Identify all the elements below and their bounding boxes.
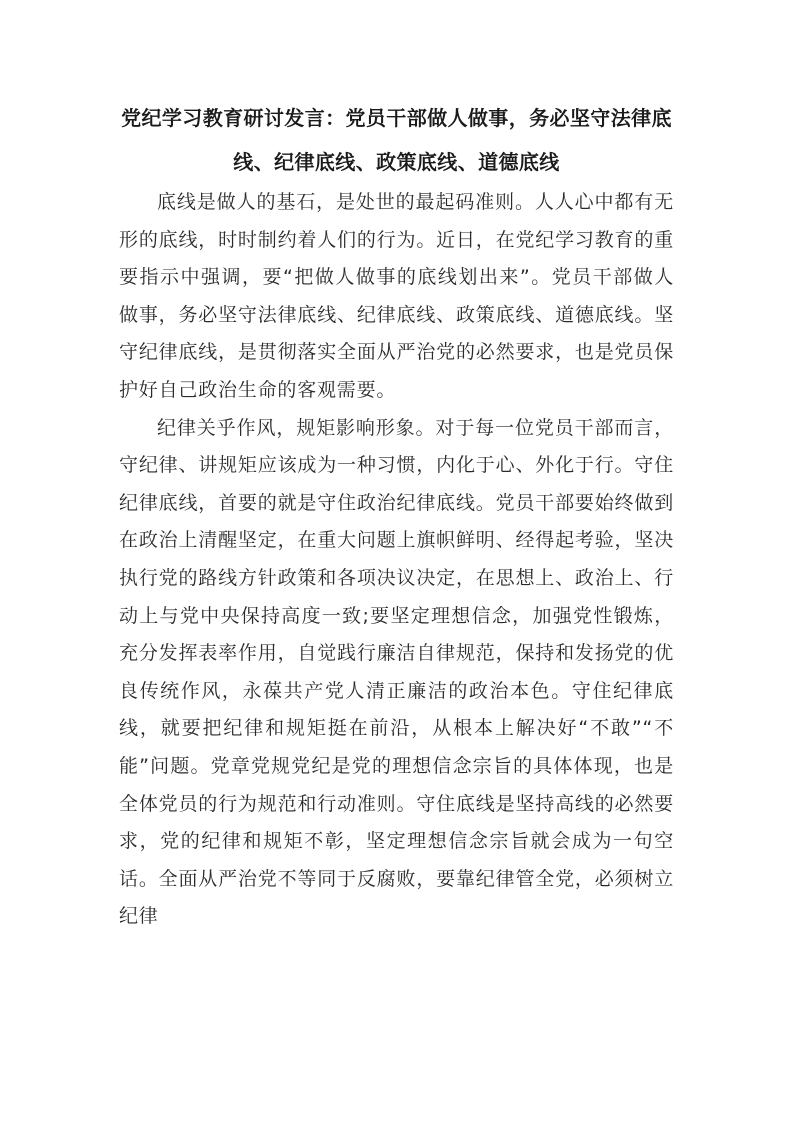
paragraph-1: 底线是做人的基石，是处世的最起码准则。人人心中都有无形的底线，时时制约着人们的行为。近日，在党纪学习教育的重要指示中强调，要“把做人做事的底线划出来”。党员干部做人做事，务必坚守法律底线、纪律底线、政策底线、道德底线。坚守纪律底线，是贯彻落实全面从严治党的必然要求，也是党员保护好自己政治生命的客观需要。 [119, 191, 674, 401]
document-title: 党纪学习教育研讨发言：党员干部做人做事，务必坚守法律底线、纪律底线、政策底线、道德底线 [121, 106, 672, 174]
paragraph-2: 纪律关乎作风，规矩影响形象。对于每一位党员干部而言，守纪律、讲规矩应该成为一种习惯，内化于心、外化于行。守住纪律底线，首要的就是守住政治纪律底线。党员干部要始终做到在政治上清醒坚定，在重大问题上旗帜鲜明、经得起考验，坚决执行党的路线方针政策和各项决议决定，在思想上、政治上、行动上与党中央保持高度一致;要坚定理想信念，加强党性锻炼，充分发挥表率作用，自觉践行廉洁自律规范，保持和发扬党的优良传统作风，永葆共产党人清正廉洁的政治本色。守住纪律底线，就要把纪律和规矩挺在前沿，从根本上解决好“不敢”“不能”问题。党章党规党纪是党的理想信念宗旨的具体体现，也是全体党员的行为规范和行动准则。守住底线是坚持高线的必然要求，党的纪律和规矩不彰，坚定理想信念宗旨就会成为一句空话。全面从严治党不等同于反腐败，要靠纪律管全党，必须树立纪律 [119, 416, 674, 928]
document-page [119, 96, 674, 936]
